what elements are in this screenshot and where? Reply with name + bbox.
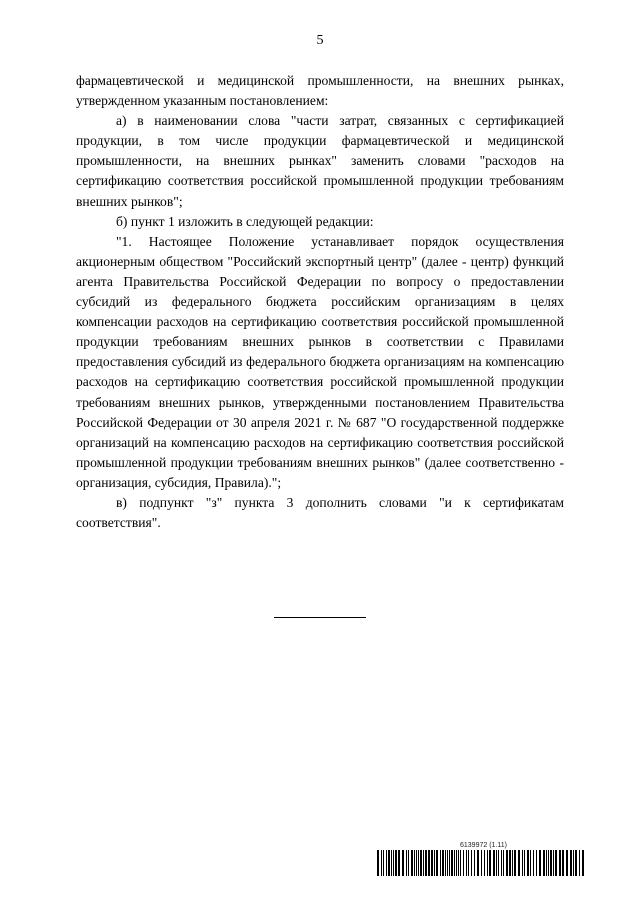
barcode-bar — [411, 850, 413, 876]
barcode-bar — [506, 850, 508, 876]
barcode-bar — [493, 850, 495, 876]
paragraph-continuation: фармацевтической и медицинской промышленности, на внешних рынках, утвержденном указанным постановлением: — [76, 73, 564, 109]
barcode-bar — [487, 850, 488, 876]
barcode-bar — [582, 850, 584, 876]
barcode-bar — [548, 850, 549, 876]
barcode-bar — [393, 850, 394, 876]
barcode-bar — [539, 850, 541, 876]
barcode-bar — [498, 850, 499, 876]
barcode-bar — [559, 850, 561, 876]
barcode-bar — [388, 850, 390, 876]
barcode-bar — [434, 850, 435, 876]
barcode-bar — [463, 850, 464, 876]
barcode-bar — [555, 850, 557, 876]
barcode-bar — [445, 850, 446, 876]
barcode-bar — [575, 850, 577, 876]
barcode-bar — [543, 850, 545, 876]
barcode-bar — [431, 850, 433, 876]
barcode — [377, 850, 587, 876]
barcode-bar — [471, 850, 472, 876]
barcode-graphic — [377, 850, 587, 876]
barcode-bar — [458, 850, 459, 876]
barcode-bar — [454, 850, 455, 876]
barcode-bar — [533, 850, 534, 876]
barcode-bar — [460, 850, 461, 876]
barcode-bar — [428, 850, 430, 876]
barcode-bar — [579, 850, 580, 876]
barcode-bar — [524, 850, 525, 876]
barcode-bar — [381, 850, 382, 876]
barcode-bar — [503, 850, 504, 876]
barcode-bar — [536, 850, 537, 876]
barcode-bar — [496, 850, 497, 876]
barcode-bar — [414, 850, 415, 876]
barcode-bar — [509, 850, 511, 876]
document-code: 6139972 (1.11) — [460, 842, 507, 849]
barcode-bar — [489, 850, 491, 876]
barcode-bar — [442, 850, 444, 876]
barcode-bar — [477, 850, 479, 876]
barcode-bar — [391, 850, 392, 876]
barcode-bar — [447, 850, 448, 876]
barcode-bar — [518, 850, 520, 876]
barcode-bar — [418, 850, 419, 876]
barcode-bar — [416, 850, 417, 876]
page-number: 5 — [316, 33, 324, 48]
barcode-bar — [474, 850, 475, 876]
barcode-bar — [562, 850, 564, 876]
barcode-bar — [501, 850, 502, 876]
barcode-bar — [570, 850, 572, 876]
paragraph-item-b: б) пункт 1 изложить в следующей редакции: — [116, 213, 374, 229]
barcode-bar — [514, 850, 516, 876]
barcode-bar — [377, 850, 379, 876]
barcode-bar — [512, 850, 513, 876]
barcode-bar — [466, 850, 467, 876]
barcode-bar — [449, 850, 450, 876]
barcode-bar — [402, 850, 404, 876]
barcode-bar — [527, 850, 529, 876]
barcode-bar — [573, 850, 574, 876]
barcode-bar — [423, 850, 424, 876]
barcode-bar — [420, 850, 422, 876]
document-body — [76, 71, 564, 533]
paragraph-quoted-clause: "1. Настоящее Положение устанавливает порядок осуществления акционерным обществом "Российский экспортный центр" (далее - центр) функций агента Правительства Российской Федерации по вопросу о предоставлении субсидий из федерального бюджета российским организациям в целях компенсации расходов на сертификацию соответствия российской промышленной продукции требованиям внешних рынков в соответствии с Правилами предоставления субсидий из федерального бюджета организациям на компенсацию расходов на сертификацию соответствия российской промышленной продукции требованиям внешних рынков, утвержденными постановлением Правительства Российской Федерации от 30 апреля 2021 г. № 687 "О государственной поддержке организаций на компенсацию расходов на сертификацию соответствия российской промышленной продукции требованиям внешних рынков" (далее соответственно - организация, субсидия, Правила)."; — [76, 233, 564, 490]
barcode-bar — [451, 850, 453, 876]
barcode-bar — [440, 850, 441, 876]
paragraph-item-a: а) в наименовании слова "части затрат, связанных с сертификацией продукции, в том числе продукции фармацевтической и медицинской промышленности, на внешних рынках" заменить словами "расходов на сертификацию соответствия российской промышленной продукции требованиям внешних рынков"; — [76, 113, 564, 209]
barcode-bar — [386, 850, 387, 876]
barcode-bar — [383, 850, 384, 876]
barcode-bar — [406, 850, 407, 876]
barcode-bar — [550, 850, 552, 876]
end-separator-line — [274, 617, 366, 618]
barcode-bar — [456, 850, 457, 876]
barcode-bar — [468, 850, 469, 876]
barcode-bar — [398, 850, 400, 876]
barcode-bar — [436, 850, 438, 876]
barcode-bar — [481, 850, 482, 876]
barcode-bar — [546, 850, 547, 876]
barcode-bar — [522, 850, 523, 876]
barcode-bar — [530, 850, 531, 876]
barcode-bar — [408, 850, 409, 876]
paragraph-item-v: в) подпункт "з" пункта 3 дополнить словами "и к сертификатам соответствия". — [76, 494, 564, 531]
barcode-bar — [425, 850, 427, 876]
barcode-bar — [553, 850, 554, 876]
barcode-bar — [484, 850, 485, 876]
barcode-bar — [395, 850, 397, 876]
barcode-bar — [566, 850, 568, 876]
